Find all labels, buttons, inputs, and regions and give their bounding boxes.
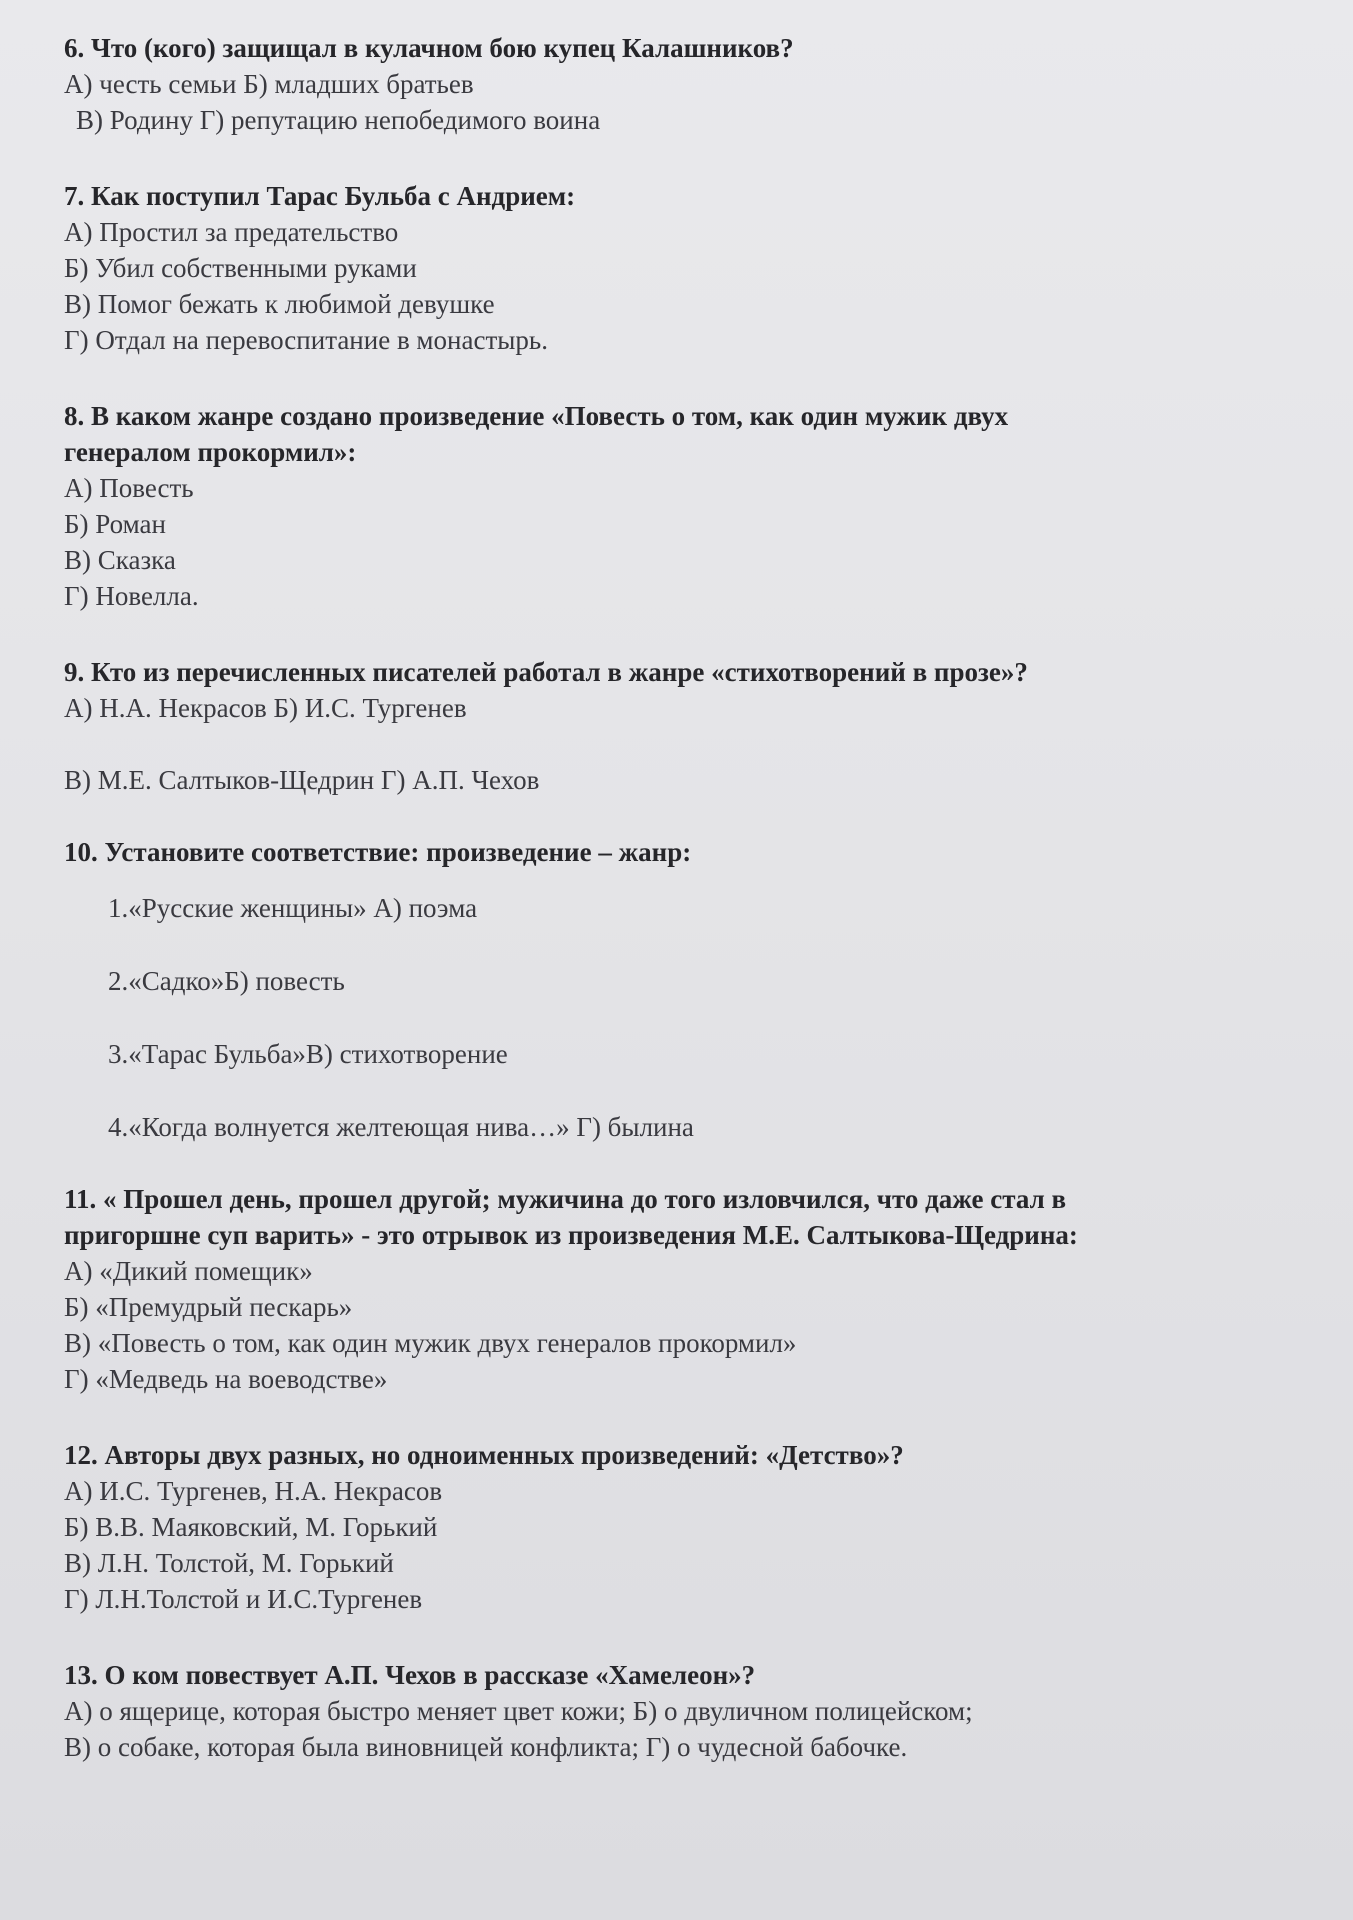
question-6 [64,30,1313,138]
question-7-title: 7. Как поступил Тарас Бульба с Андрием: [64,181,576,211]
question-8-option-a: А) Повесть [64,473,194,503]
question-13 [64,1657,1313,1765]
question-8-title-line-2: генералом прокормил»: [64,437,357,467]
question-7-option-a: А) Простил за предательство [64,217,399,247]
question-12-option-a: А) И.С. Тургенев, Н.А. Некрасов [64,1476,443,1506]
question-7-option-d: Г) Отдал на перевоспитание в монастырь. [64,325,548,355]
question-6-option-1: А) честь семьи Б) младших братьев [64,69,474,99]
question-10-item-4: 4.«Когда волнуется желтеющая нива…» Г) былина [108,1112,694,1142]
question-11 [64,1181,1313,1397]
question-8 [64,398,1313,614]
question-10 [64,834,1313,1145]
question-10-item-1: 1.«Русские женщины» А) поэма [108,893,478,923]
question-12 [64,1437,1313,1617]
question-11-option-a: А) «Дикий помещик» [64,1256,313,1286]
question-8-option-d: Г) Новелла. [64,581,199,611]
question-13-options-line-2: В) о собаке, которая была виновницей конфликта; Г) о чудесной бабочке. [64,1732,908,1762]
question-12-option-c: В) Л.Н. Толстой, М. Горький [64,1548,394,1578]
question-9-option-line-2: В) М.Е. Салтыков-Щедрин Г) А.П. Чехов [64,765,540,795]
question-8-title-line-1: 8. В каком жанре создано произведение «Повесть о том, как один мужик двух [64,401,1009,431]
question-10-title: 10. Установите соответствие: произведение – жанр: [64,837,692,867]
question-11-title-line-1: 11. « Прошел день, прошел другой; мужичина до того изловчился, что даже стал в [64,1184,1067,1214]
question-6-title: 6. Что (кого) защищал в кулачном бою купец Калашников? [64,33,794,63]
question-8-option-b: Б) Роман [64,509,166,539]
question-11-option-b: Б) «Премудрый пескарь» [64,1292,353,1322]
question-11-option-d: Г) «Медведь на воеводстве» [64,1364,388,1394]
question-10-item-3: 3.«Тарас Бульба»В) стихотворение [108,1039,508,1069]
question-7-option-c: В) Помог бежать к любимой девушке [64,289,495,319]
question-11-title-line-2: пригоршне суп варить» - это отрывок из произведения М.Е. Салтыкова-Щедрина: [64,1220,1078,1250]
question-11-option-c: В) «Повесть о том, как один мужик двух генералов прокормил» [64,1328,797,1358]
question-9-option-line-1: А) Н.А. Некрасов Б) И.С. Тургенев [64,693,467,723]
question-8-option-c: В) Сказка [64,545,176,575]
question-7-option-b: Б) Убил собственными руками [64,253,417,283]
question-12-option-d: Г) Л.Н.Толстой и И.С.Тургенев [64,1584,423,1614]
question-10-item-2: 2.«Садко»Б) повесть [108,966,345,996]
question-9 [64,654,1313,798]
question-13-title: 13. О ком повествует А.П. Чехов в рассказе «Хамелеон»? [64,1660,756,1690]
question-7 [64,178,1313,358]
question-13-options-line-1: А) о ящерице, которая быстро меняет цвет кожи; Б) о двуличном полицейском; [64,1696,973,1726]
question-6-option-2: В) Родину Г) репутацию непобедимого воина [76,105,601,135]
question-9-title: 9. Кто из перечисленных писателей работал в жанре «стихотворений в прозе»? [64,657,1028,687]
question-12-option-b: Б) В.В. Маяковский, М. Горький [64,1512,438,1542]
question-12-title: 12. Авторы двух разных, но одноименных произведений: «Детство»? [64,1440,904,1470]
